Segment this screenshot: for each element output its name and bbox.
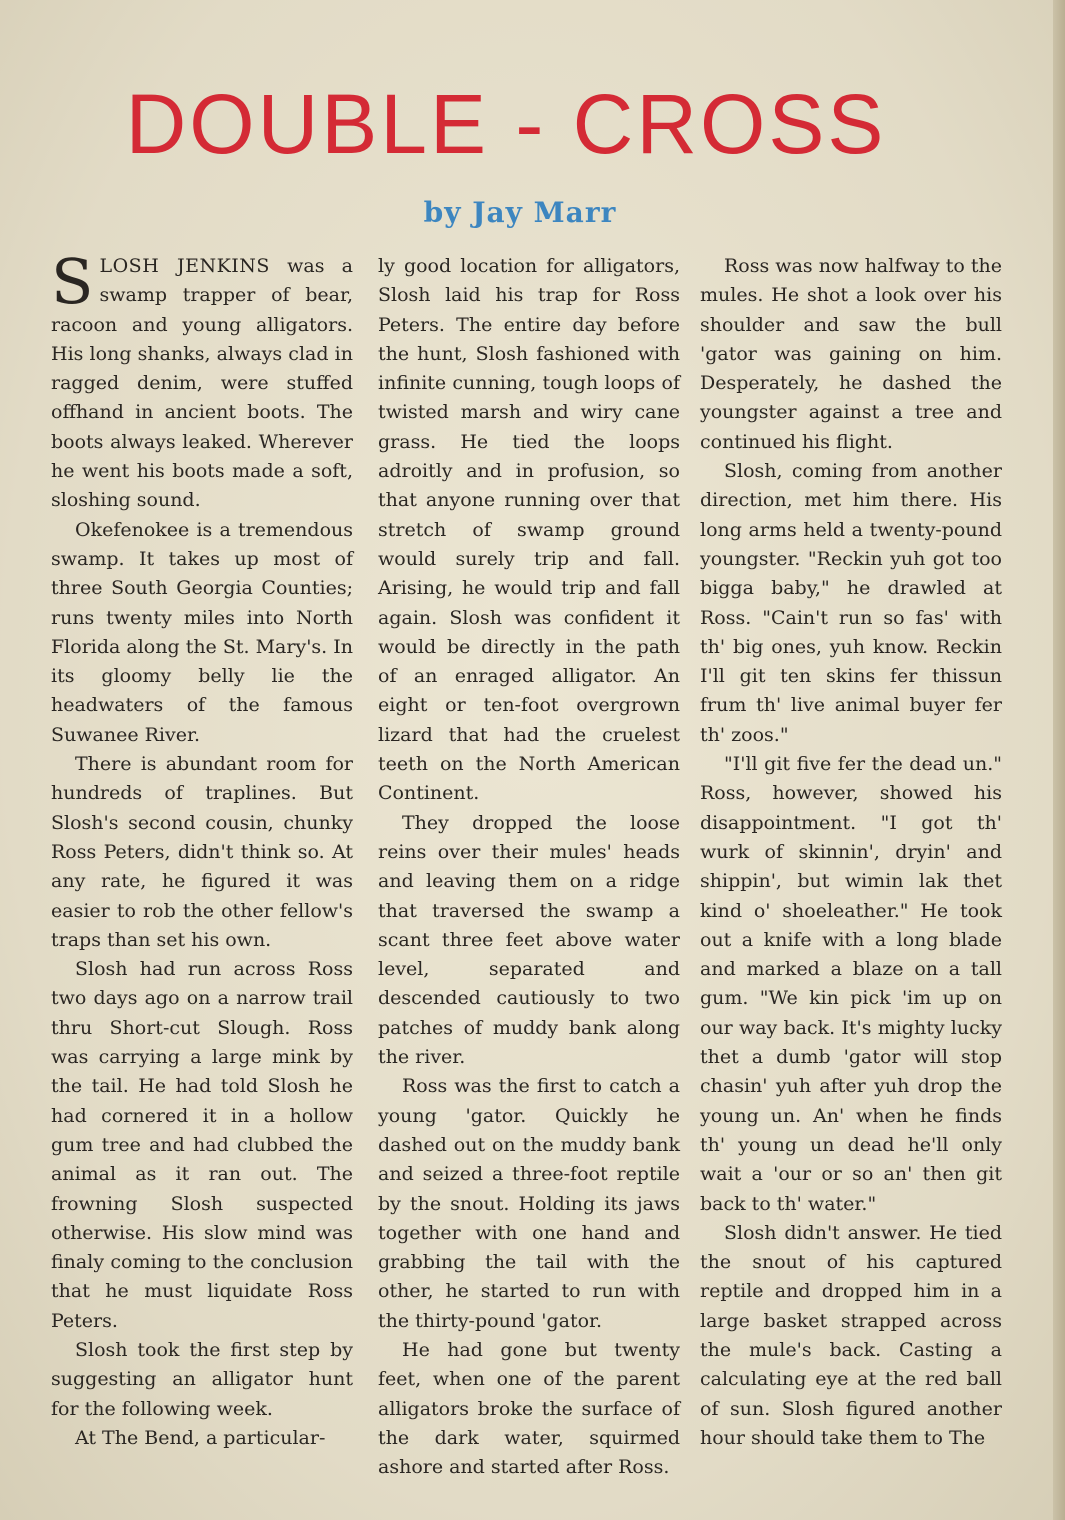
text-column-1 (51, 245, 353, 1453)
paragraph: There is abundant room for hundreds of traplines. But Slosh's second cousin, chunky Ross Peters, didn't think so. At any rate, he figured it was easier to rob the other fellow's traps than set his own. (51, 753, 353, 951)
paragraph: Slosh had run across Ross two days ago on a narrow trail thru Short-cut Slough. Ross was carrying a large mink by the tail. He had told Slosh he had cornered it in a hollow gum tree and had clubbed the animal as it ran out. The frowning Slosh suspected otherwise. His slow mind was finaly coming to the conclusion that he must liquidate Ross Peters. (51, 958, 353, 1332)
lead-in: LOSH JENKINS (99, 255, 270, 277)
paragraph: At The Bend, a particular- (75, 1426, 326, 1449)
byline: by Jay Marr (423, 196, 617, 229)
text-column-3 (700, 252, 1002, 1453)
drop-cap: S (51, 245, 94, 318)
page-edge (1053, 0, 1065, 1520)
paragraph-text: was a swamp trapper of bear, racoon and young alligators. His long shanks, always clad in ragged denim, were stuffed offhand in ancient boots. The boots always leaked. Wherever he went his boots made a soft, sloshing sound. (51, 255, 353, 512)
story-title: DOUBLE - CROSS (125, 77, 887, 171)
paragraph: Ross was the first to catch a young 'gator. Quickly he dashed out on the muddy bank and seized a three-foot reptile by the snout. Holding its jaws together with one hand and grabbing the tail with the other, he started to run with the thirty-pound 'gator. (378, 1075, 680, 1332)
paragraph: Slosh took the first step by suggesting an alligator hunt for the following week. (51, 1338, 353, 1420)
paragraph (51, 245, 353, 516)
text-column-2 (378, 252, 680, 1482)
paragraph: Okefenokee is a tremendous swamp. It takes up most of three South Georgia Counties; runs twenty miles into North Florida along the St. Mary's. In its gloomy belly lie the headwaters of the famous Suwanee River. (51, 518, 353, 746)
paragraph: They dropped the loose reins over their mules' heads and leaving them on a ridge that traversed the swamp a scant three feet above water level, separated and descended cautiously to two patches of muddy bank along the river. (378, 811, 680, 1069)
paragraph: Slosh didn't answer. He tied the snout of his captured reptile and dropped him in a large basket strapped across the mule's back. Casting a calculating eye at the red ball of sun. Slosh figured another hour should take them to The (700, 1221, 1002, 1449)
paragraph: Ross was now halfway to the mules. He shot a look over his shoulder and saw the bull 'gator was gaining on him. Desperately, he dashed the youngster against a tree and continued his flight. (700, 255, 1002, 453)
paragraph: "I'll git five fer the dead un." Ross, however, showed his disappointment. "I got th' wurk of skinnin', dryin' and shippin', but wimin lak thet kind o' shoeleather." He took out a knife with a long blade and marked a blaze on a tall gum. "We kin pick 'im up on our way back. It's mighty lucky thet a dumb 'gator will stop chasin' yuh after yuh drop the young un. An' when he finds th' young un dead he'll only wait a 'our or so an' then git back to th' water." (700, 753, 1002, 1215)
paragraph: He had gone but twenty feet, when one of the parent alligators broke the surface of the dark water, squirmed ashore and started after Ross. (378, 1338, 680, 1479)
paragraph: ly good location for alligators, Slosh laid his trap for Ross Peters. The entire day before the hunt, Slosh fashioned with infinite cunning, tough loops of twisted marsh and wiry cane grass. He tied the loops adroitly and in profusion, so that anyone running over that stretch of swamp ground would surely trip and fall. Arising, he would trip and fall again. Slosh was confident it would be directly in the path of an enraged alligator. An eight or ten-foot overgrown lizard that had the cruelest teeth on the North American Continent. (378, 255, 680, 805)
paragraph: Slosh, coming from another direction, met him there. His long arms held a twenty-pound youngster. "Reckin yuh got too bigga baby," he drawled at Ross. "Cain't run so fas' with th' big ones, yuh know. Reckin I'll git ten skins fer thissun frum th' live animal buyer fer th' zoos." (700, 460, 1002, 746)
